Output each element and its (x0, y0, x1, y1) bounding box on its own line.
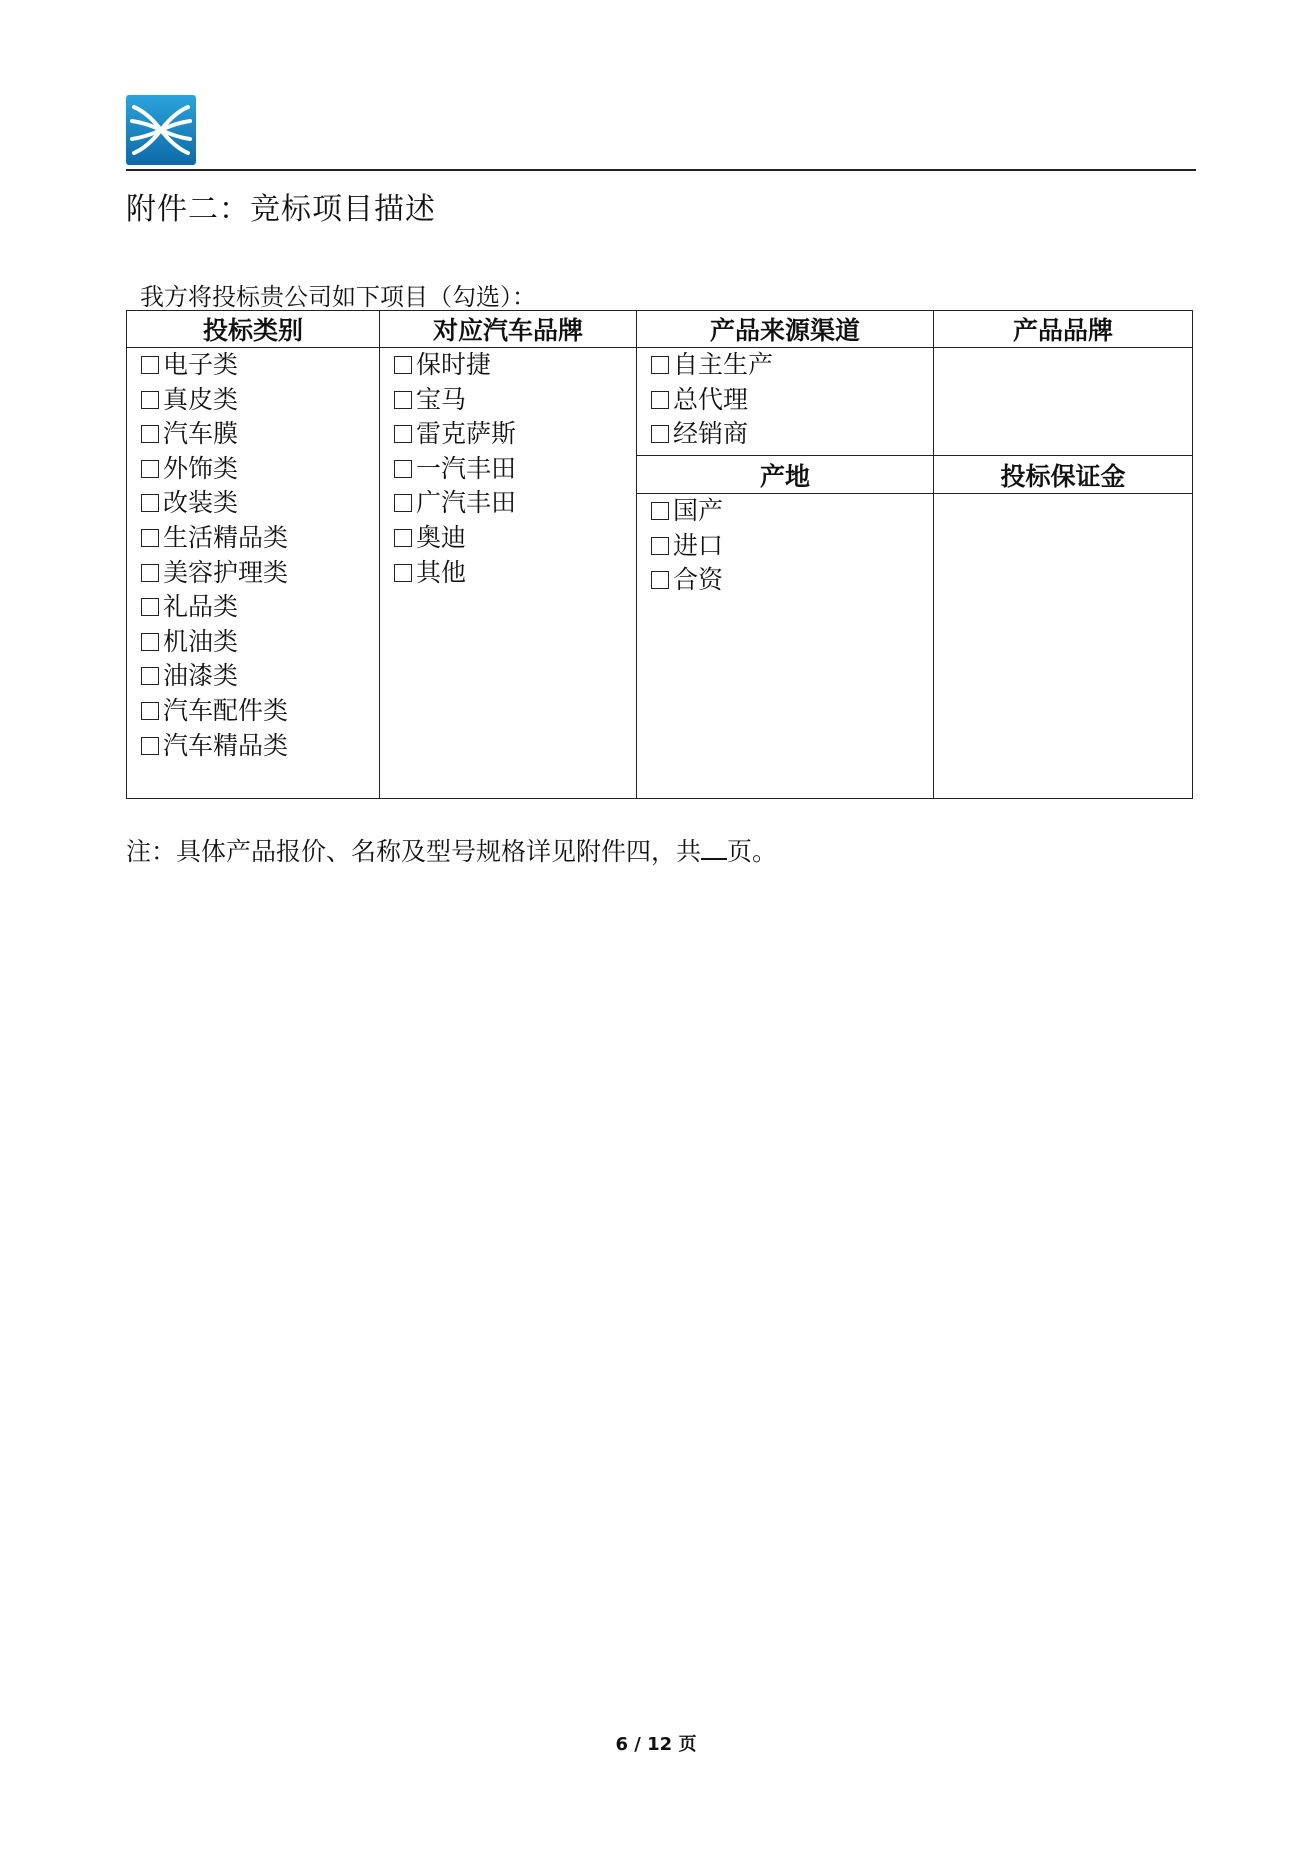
checkbox-icon[interactable] (394, 564, 412, 582)
intro-text: 我方将投标贵公司如下项目（勾选）： (140, 283, 536, 311)
header-source: 产品来源渠道 (637, 311, 934, 348)
origin-option[interactable]: 国产 (637, 494, 933, 529)
category-option[interactable]: 汽车膜 (127, 417, 379, 452)
checkbox-icon[interactable] (141, 460, 159, 478)
origin-option[interactable]: 合资 (637, 563, 933, 598)
category-option[interactable]: 改装类 (127, 486, 379, 521)
car-brand-option[interactable]: 宝马 (380, 383, 636, 418)
checkbox-icon[interactable] (651, 425, 669, 443)
checkbox-icon[interactable] (651, 391, 669, 409)
checkbox-icon[interactable] (141, 494, 159, 512)
footnote: 注：具体产品报价、名称及型号规格详见附件四，共 页。 (126, 837, 778, 866)
checkbox-icon[interactable] (141, 737, 159, 755)
car-brand-option[interactable]: 广汽丰田 (380, 486, 636, 521)
category-option[interactable]: 礼品类 (127, 590, 379, 625)
car-brand-option[interactable]: 其他 (380, 556, 636, 591)
header-divider (126, 169, 1196, 171)
checkbox-icon[interactable] (394, 356, 412, 374)
origin-option[interactable]: 进口 (637, 529, 933, 564)
checkbox-icon[interactable] (141, 564, 159, 582)
car-brand-option[interactable]: 一汽丰田 (380, 452, 636, 487)
checkbox-icon[interactable] (141, 598, 159, 616)
logo-icon (126, 95, 196, 165)
header-origin: 产地 (637, 456, 934, 493)
category-option[interactable]: 真皮类 (127, 383, 379, 418)
category-option[interactable]: 汽车配件类 (127, 694, 379, 729)
page-number: 6 / 12 页 (615, 1734, 697, 1755)
checkbox-icon[interactable] (394, 494, 412, 512)
car-brand-option[interactable]: 雷克萨斯 (380, 417, 636, 452)
checkbox-icon[interactable] (651, 537, 669, 555)
category-option[interactable]: 机油类 (127, 625, 379, 660)
checkbox-icon[interactable] (651, 356, 669, 374)
checkbox-icon[interactable] (141, 391, 159, 409)
category-option[interactable]: 汽车精品类 (127, 729, 379, 764)
deposit-input-cell[interactable] (934, 493, 1193, 798)
origin-cell (637, 493, 934, 798)
header-deposit: 投标保证金 (934, 456, 1193, 493)
category-option[interactable]: 生活精品类 (127, 521, 379, 556)
category-option[interactable]: 电子类 (127, 348, 379, 383)
car-brand-option[interactable]: 保时捷 (380, 348, 636, 383)
car-brand-option[interactable]: 奥迪 (380, 521, 636, 556)
category-option[interactable]: 油漆类 (127, 659, 379, 694)
product-brand-input-cell[interactable] (934, 348, 1193, 456)
checkbox-icon[interactable] (141, 633, 159, 651)
company-logo (126, 95, 196, 165)
checkbox-icon[interactable] (141, 425, 159, 443)
checkbox-icon[interactable] (651, 502, 669, 520)
source-cell (637, 348, 934, 456)
checkbox-icon[interactable] (141, 667, 159, 685)
checkbox-icon[interactable] (394, 529, 412, 547)
source-option[interactable]: 自主生产 (637, 348, 933, 383)
header-car-brand: 对应汽车品牌 (380, 311, 637, 348)
category-option[interactable]: 美容护理类 (127, 556, 379, 591)
checkbox-icon[interactable] (394, 425, 412, 443)
category-cell (127, 348, 380, 799)
category-option[interactable]: 外饰类 (127, 452, 379, 487)
source-option[interactable]: 经销商 (637, 417, 933, 452)
checkbox-icon[interactable] (394, 391, 412, 409)
car-brand-cell (380, 348, 637, 799)
checkbox-icon[interactable] (394, 460, 412, 478)
header-product-brand: 产品品牌 (934, 311, 1193, 348)
bid-item-table (126, 310, 1193, 799)
page-title: 附件二：竞标项目描述 (126, 192, 436, 227)
header-category: 投标类别 (127, 311, 380, 348)
source-option[interactable]: 总代理 (637, 383, 933, 418)
page-count-blank[interactable] (701, 836, 727, 860)
checkbox-icon[interactable] (651, 571, 669, 589)
checkbox-icon[interactable] (141, 702, 159, 720)
checkbox-icon[interactable] (141, 356, 159, 374)
checkbox-icon[interactable] (141, 529, 159, 547)
